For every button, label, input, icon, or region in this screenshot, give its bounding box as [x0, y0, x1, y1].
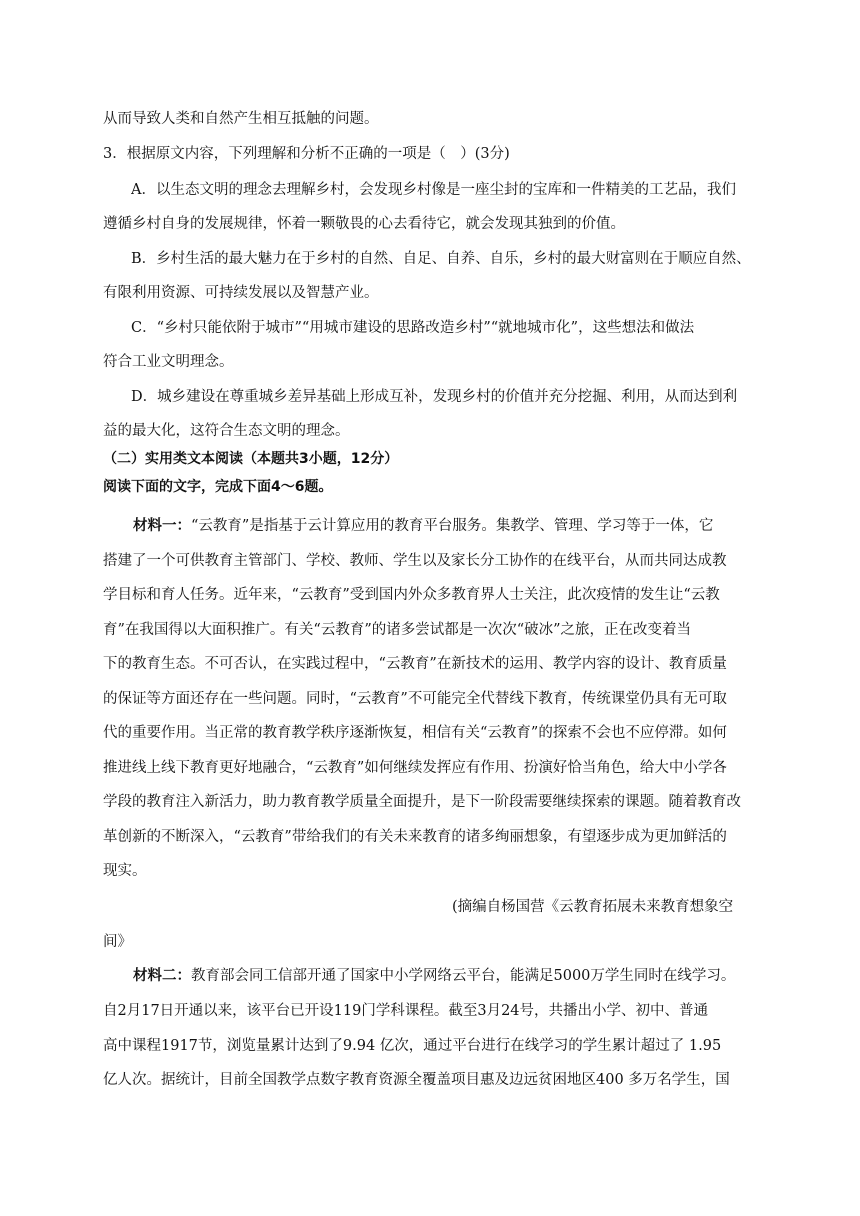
material-1-line-8: 推进线上线下教育更好地融合，“云教育”如何继续发挥应有作用、扮演好恰当角色，给大中小学各 — [103, 760, 727, 776]
material-1-source-line-2: 间》 — [103, 934, 132, 950]
material-1-line-5: 下的教育生态。不可否认，在实践过程中，“云教育”在新技术的运用、教学内容的设计、教育质量 — [103, 656, 727, 672]
option-d-line-1: D．城乡建设在尊重城乡差异基础上形成互补，发现乡村的价值并充分挖掘、利用，从而达到利 — [131, 389, 738, 405]
option-a-line-1: A．以生态文明的理念去理解乡村，会发现乡村像是一座尘封的宝库和一件精美的工艺品，我们 — [131, 182, 736, 198]
option-a-line-2: 遵循乡村自身的发展规律，怀着一颗敬畏的心去看待它，就会发现其独到的价值。 — [103, 216, 625, 232]
option-d-line-2: 益的最大化，这符合生态文明的理念。 — [103, 423, 350, 439]
material-1-line-1: “云教育”是指基于云计算应用的教育平台服务。集教学、管理、学习等于一体，它 — [191, 518, 714, 534]
option-c-line-2: 符合工业文明理念。 — [103, 354, 234, 370]
material-1-first-line — [133, 516, 793, 536]
material-1-label: 材料一： — [133, 517, 191, 534]
material-2-line-1: 教育部会同工信部开通了国家中小学网络云平台，能满足5000万学生同时在线学习。 — [191, 968, 736, 984]
question-3-stem: 3．根据原文内容，下列理解和分析不正确的一项是（ ）(3分) — [103, 146, 510, 162]
material-1-line-7: 代的重要作用。当正常的教育教学秩序逐渐恢复，相信有关“云教育”的探索不会也不应停滞。如何 — [103, 725, 727, 741]
option-c-line-1: C．“乡村只能依附于城市”“用城市建设的思路改造乡村”“就地城市化”，这些想法和做法 — [131, 320, 695, 336]
material-1-line-10: 革创新的不断深入，“云教育”带给我们的有关未来教育的诸多绚丽想象，有望逐步成为更加鲜活的 — [103, 829, 727, 845]
material-1-line-3: 学目标和育人任务。近年来，“云教育”受到国内外众多教育界人士关注，此次疫情的发生让“云教 — [103, 587, 720, 603]
material-1-source-line-1: (摘编自杨国营《云教育拓展未来教育想象空 — [452, 899, 734, 915]
material-1-line-2: 搭建了一个可供教育主管部门、学校、教师、学生以及家长分工协作的在线平台，从而共同达成教 — [103, 553, 727, 569]
material-1-line-11: 现实。 — [103, 863, 147, 879]
material-1-line-9: 学段的教育注入新活力，助力教育教学质量全面提升，是下一阶段需要继续探索的课题。随着教育改 — [103, 794, 741, 810]
material-2-first-line — [133, 966, 793, 986]
material-2-line-2: 自2月17日开通以来，该平台已开设119门学科课程。截至3月24号，共播出小学、初中、普通 — [103, 1003, 709, 1019]
material-2-line-3: 高中课程1917节，浏览量累计达到了9.94 亿次，通过平台进行在线学习的学生累计超过了 1.95 — [103, 1038, 722, 1054]
section-instruction: 阅读下面的文字，完成下面4～6题。 — [103, 479, 333, 495]
section-heading: （二）实用类文本阅读（本题共3小题，12分） — [103, 451, 399, 467]
material-2-label: 材料二： — [133, 967, 191, 984]
continuation-line: 从而导致人类和自然产生相互抵触的问题。 — [103, 111, 379, 127]
material-2-line-4: 亿人次。据统计，目前全国教学点数字教育资源全覆盖项目惠及边远贫困地区400 多万名学生，国 — [103, 1072, 730, 1088]
material-1-line-4: 育”在我国得以大面积推广。有关“云教育”的诸多尝试都是一次次“破冰”之旅，正在改变着当 — [103, 622, 692, 638]
option-b-line-1: B．乡村生活的最大魅力在于乡村的自然、自足、自养、自乐，乡村的最大财富则在于顺应自然、 — [131, 251, 751, 267]
option-b-line-2: 有限利用资源、可持续发展以及智慧产业。 — [103, 285, 379, 301]
material-1-line-6: 的保证等方面还存在一些问题。同时，“云教育”不可能完全代替线下教育，传统课堂仍具有无可取 — [103, 691, 727, 707]
